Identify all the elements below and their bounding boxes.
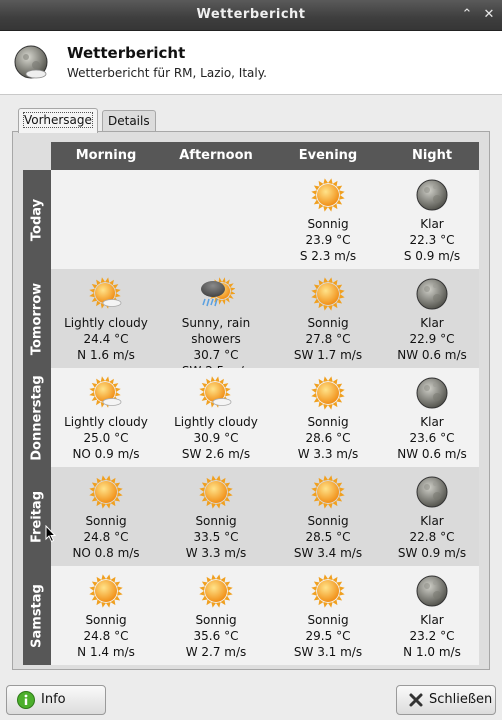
partly-cloudy-icon	[197, 374, 235, 412]
forecast-temp: 24.4 °C	[83, 332, 129, 346]
forecast-cell	[46, 275, 166, 363]
sun-icon	[87, 473, 125, 511]
forecast-temp: 24.8 °C	[83, 530, 129, 544]
forecast-condition: Klar	[420, 316, 444, 330]
forecast-wind: S 2.3 m/s	[299, 249, 357, 263]
forecast-wind: S 0.9 m/s	[403, 249, 461, 263]
window-title: Wetterbericht	[196, 7, 306, 22]
forecast-condition: Klar	[420, 415, 444, 429]
forecast-temp: 33.5 °C	[193, 530, 239, 544]
forecast-wind: SW 3.1 m/s	[293, 645, 363, 659]
forecast-condition: Klar	[420, 613, 444, 627]
title-bar[interactable]	[0, 0, 502, 31]
weather-app-icon	[12, 43, 52, 83]
day-header: Samstag	[23, 566, 51, 665]
day-header: Donnerstag	[23, 368, 51, 467]
forecast-temp: 22.8 °C	[409, 530, 455, 544]
forecast-cell	[46, 374, 166, 462]
forecast-wind: N 1.6 m/s	[77, 348, 135, 362]
minimize-icon[interactable]: ⌃	[461, 7, 473, 22]
forecast-wind: SW 3.4 m/s	[293, 546, 363, 560]
forecast-temp: 28.5 °C	[305, 530, 351, 544]
forecast-wind: SW 2.6 m/s	[181, 447, 251, 461]
moon-icon	[413, 275, 451, 313]
forecast-wind: NO 0.9 m/s	[72, 447, 140, 461]
forecast-cell	[268, 374, 388, 462]
forecast-cell	[268, 275, 388, 363]
forecast-condition: Lightly cloudy	[64, 415, 148, 429]
forecast-cell	[46, 572, 166, 660]
forecast-cell	[372, 275, 492, 363]
forecast-wind: SW 0.9 m/s	[397, 546, 467, 560]
forecast-temp: 35.6 °C	[193, 629, 239, 643]
column-header: Evening	[271, 142, 385, 170]
sun-icon	[197, 473, 235, 511]
close-window-icon[interactable]: ✕	[483, 7, 495, 22]
moon-icon	[413, 572, 451, 610]
forecast-temp: 25.0 °C	[83, 431, 129, 445]
forecast-cell	[372, 374, 492, 462]
forecast-condition: Sonnig	[195, 514, 237, 528]
day-header: Tomorrow	[23, 269, 51, 368]
forecast-cell	[372, 176, 492, 264]
column-header: Morning	[51, 142, 161, 170]
forecast-temp: 23.9 °C	[305, 233, 351, 247]
forecast-condition: Lightly cloudy	[174, 415, 258, 429]
sun-icon	[309, 572, 347, 610]
rain-showers-icon	[197, 275, 235, 313]
dialog-window	[0, 31, 502, 720]
forecast-wind: NW 0.6 m/s	[397, 348, 467, 362]
partly-cloudy-icon	[87, 374, 125, 412]
forecast-cell	[46, 473, 166, 561]
forecast-condition: Sonnig	[307, 316, 349, 330]
header-title: Wetterbericht	[67, 44, 186, 62]
day-header: Today	[23, 170, 51, 269]
forecast-grid	[23, 142, 479, 666]
forecast-temp: 23.2 °C	[409, 629, 455, 643]
forecast-wind: W 3.3 m/s	[185, 546, 247, 560]
close-button-label: Schließen	[429, 692, 493, 707]
forecast-condition: Klar	[420, 217, 444, 231]
header-location: Wetterbericht für RM, Lazio, Italy.	[67, 66, 267, 80]
tab-forecast[interactable]: Vorhersage	[18, 108, 98, 133]
forecast-cell	[156, 473, 276, 561]
forecast-temp: 29.5 °C	[305, 629, 351, 643]
close-icon	[407, 691, 425, 709]
forecast-wind: NO 0.8 m/s	[72, 546, 140, 560]
column-header: Afternoon	[161, 142, 271, 170]
forecast-condition: Sonnig	[85, 613, 127, 627]
forecast-condition: Sonnig	[85, 514, 127, 528]
forecast-cell	[268, 572, 388, 660]
dialog-header	[0, 31, 502, 95]
forecast-panel	[12, 131, 490, 670]
partly-cloudy-icon	[87, 275, 125, 313]
mouse-cursor-icon	[45, 525, 57, 543]
forecast-temp: 30.7 °C	[193, 348, 239, 362]
forecast-cell	[156, 572, 276, 660]
sun-icon	[197, 572, 235, 610]
forecast-temp: 23.6 °C	[409, 431, 455, 445]
forecast-wind: N 1.4 m/s	[77, 645, 135, 659]
forecast-cell	[372, 473, 492, 561]
forecast-condition: Sonnig	[307, 217, 349, 231]
sun-icon	[309, 275, 347, 313]
sun-icon	[309, 374, 347, 412]
forecast-temp: 27.8 °C	[305, 332, 351, 346]
forecast-temp: 30.9 °C	[193, 431, 239, 445]
forecast-condition: Sonnig	[307, 613, 349, 627]
forecast-condition: Sonnig	[307, 514, 349, 528]
info-button[interactable]	[6, 685, 106, 715]
moon-icon	[413, 374, 451, 412]
forecast-wind: NW 0.6 m/s	[397, 447, 467, 461]
forecast-cell	[372, 572, 492, 660]
forecast-cell	[268, 473, 388, 561]
forecast-temp: 22.3 °C	[409, 233, 455, 247]
sun-icon	[87, 572, 125, 610]
moon-icon	[413, 176, 451, 214]
info-icon	[17, 691, 35, 709]
close-button[interactable]	[396, 685, 496, 715]
moon-icon	[413, 473, 451, 511]
forecast-condition: Sonnig	[195, 613, 237, 627]
forecast-condition: Sunny, rain showers	[181, 316, 251, 346]
forecast-cell	[156, 275, 276, 379]
forecast-wind: W 2.7 m/s	[185, 645, 247, 659]
forecast-wind: N 1.0 m/s	[403, 645, 461, 659]
forecast-cell	[156, 374, 276, 462]
forecast-wind: W 3.3 m/s	[297, 447, 359, 461]
sun-icon	[309, 473, 347, 511]
forecast-condition: Lightly cloudy	[64, 316, 148, 330]
day-header: Freitag	[23, 467, 51, 566]
forecast-wind: SW 1.7 m/s	[293, 348, 363, 362]
column-header: Night	[385, 142, 479, 170]
forecast-condition: Klar	[420, 514, 444, 528]
tab-details[interactable]: Details	[102, 110, 156, 132]
info-button-label: Info	[41, 692, 66, 707]
forecast-condition: Sonnig	[307, 415, 349, 429]
forecast-temp: 28.6 °C	[305, 431, 351, 445]
forecast-cell	[268, 176, 388, 264]
forecast-temp: 24.8 °C	[83, 629, 129, 643]
forecast-temp: 22.9 °C	[409, 332, 455, 346]
sun-icon	[309, 176, 347, 214]
